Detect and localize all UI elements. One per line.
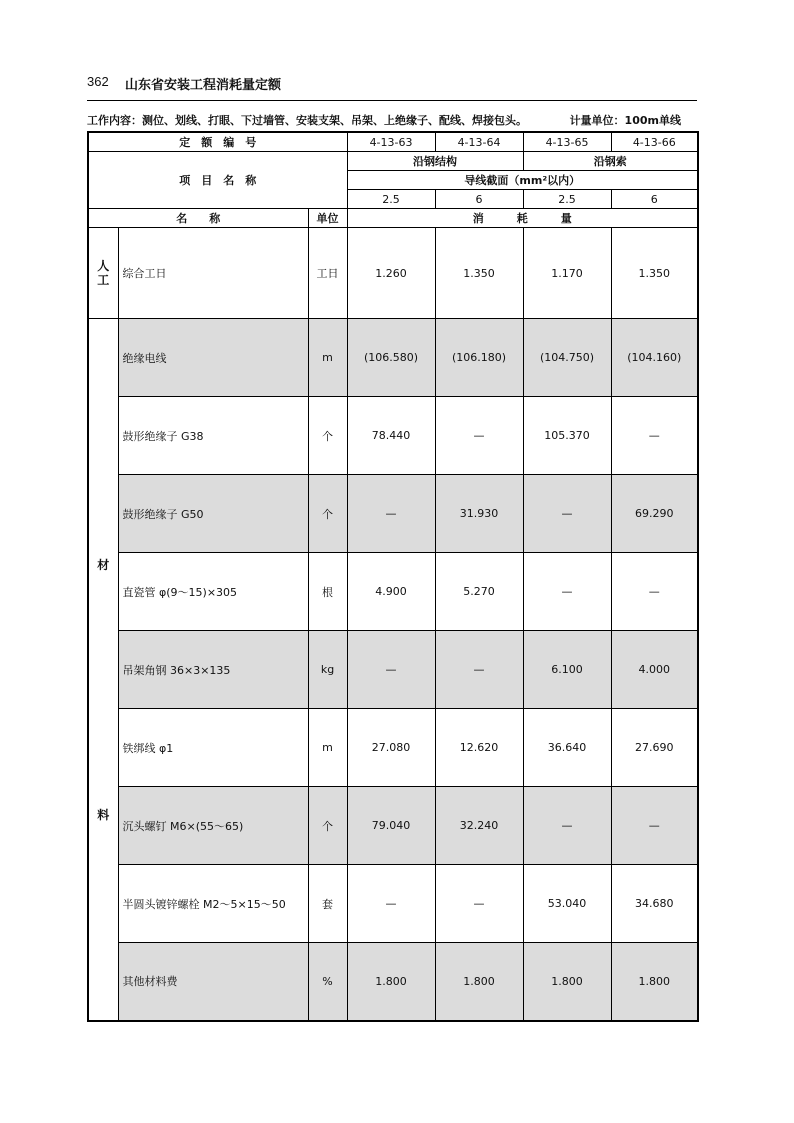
material-value: (104.160): [611, 319, 698, 397]
material-name: 绝缘电线: [118, 319, 308, 397]
material-value: —: [523, 553, 611, 631]
material-value: 78.440: [347, 397, 435, 475]
quota-code: 4-13-66: [611, 132, 698, 152]
material-value: —: [435, 865, 523, 943]
material-unit: %: [308, 943, 347, 1021]
work-content: 工作内容：测位、划线、打眼、下过墙管、安装支架、吊架、上绝缘子、配线、焊接包头。: [87, 114, 527, 127]
material-value: 27.690: [611, 709, 698, 787]
material-value: 34.680: [611, 865, 698, 943]
quota-code: 4-13-65: [523, 132, 611, 152]
material-value: —: [523, 787, 611, 865]
material-value: 36.640: [523, 709, 611, 787]
material-unit: m: [308, 319, 347, 397]
material-name: 沉头螺钉 M6×(55～65): [118, 787, 308, 865]
material-name: 直瓷管 φ(9～15)×305: [118, 553, 308, 631]
material-value: (106.180): [435, 319, 523, 397]
material-name: 鼓形绝缘子 G38: [118, 397, 308, 475]
material-row: [88, 631, 698, 709]
material-value: 53.040: [523, 865, 611, 943]
labor-name: 综合工日: [118, 228, 308, 319]
labor-category-char: 人: [97, 259, 110, 273]
material-row: [88, 709, 698, 787]
material-value: (106.580): [347, 319, 435, 397]
material-name: 铁绑线 φ1: [118, 709, 308, 787]
labor-value: 1.260: [347, 228, 435, 319]
material-value: 4.900: [347, 553, 435, 631]
material-value: —: [611, 553, 698, 631]
measurement-unit: 计量单位：100m单线: [569, 114, 681, 127]
material-value: 6.100: [523, 631, 611, 709]
material-value: 5.270: [435, 553, 523, 631]
labor-value: 1.170: [523, 228, 611, 319]
material-value: 1.800: [435, 943, 523, 1021]
item-name-label: 项 目 名 称: [88, 152, 347, 209]
labor-category-char: 工: [97, 273, 110, 287]
material-unit: 个: [308, 475, 347, 553]
material-row: [88, 397, 698, 475]
material-row: [88, 475, 698, 553]
material-value: —: [611, 787, 698, 865]
material-value: —: [523, 475, 611, 553]
book-title: 山东省安装工程消耗量定额: [125, 78, 282, 93]
labor-row: [88, 228, 698, 319]
material-value: 1.800: [523, 943, 611, 1021]
material-unit: 个: [308, 787, 347, 865]
material-value: (104.750): [523, 319, 611, 397]
labor-unit: 工日: [308, 228, 347, 319]
material-value: 4.000: [611, 631, 698, 709]
material-value: —: [347, 865, 435, 943]
quota-number-label: 定 额 编 号: [88, 132, 347, 152]
material-value: 31.930: [435, 475, 523, 553]
material-value: —: [347, 631, 435, 709]
material-value: 1.800: [347, 943, 435, 1021]
labor-category: [88, 228, 118, 319]
work-content-line: [87, 112, 697, 128]
group-steel-cable: 沿钢索: [523, 152, 698, 171]
consumption-header: 消 耗 量: [347, 209, 698, 228]
page-header: [87, 74, 697, 101]
material-value: 69.290: [611, 475, 698, 553]
page-number: 362: [87, 74, 109, 89]
material-name: 吊架角钢 36×3×135: [118, 631, 308, 709]
wire-size: 2.5: [347, 190, 435, 209]
material-row: [88, 865, 698, 943]
material-value: 1.800: [611, 943, 698, 1021]
material-value: 105.370: [523, 397, 611, 475]
group-steel-structure: 沿钢结构: [347, 152, 523, 171]
unit-column-header: 单位: [308, 209, 347, 228]
quota-code: 4-13-64: [435, 132, 523, 152]
quota-code: 4-13-63: [347, 132, 435, 152]
material-category-bottom: 料: [97, 808, 110, 822]
material-unit: m: [308, 709, 347, 787]
material-value: 27.080: [347, 709, 435, 787]
material-name: 半圆头镀锌螺栓 M2～5×15～50: [118, 865, 308, 943]
labor-value: 1.350: [611, 228, 698, 319]
material-value: 32.240: [435, 787, 523, 865]
labor-value: 1.350: [435, 228, 523, 319]
material-value: 12.620: [435, 709, 523, 787]
material-row: [88, 319, 698, 397]
wire-size: 6: [435, 190, 523, 209]
wire-section-label: 导线截面（mm²以内）: [347, 171, 698, 190]
material-unit: 根: [308, 553, 347, 631]
material-name: 鼓形绝缘子 G50: [118, 475, 308, 553]
wire-size: 6: [611, 190, 698, 209]
quota-table: [87, 131, 699, 1022]
material-value: —: [435, 631, 523, 709]
material-unit: 套: [308, 865, 347, 943]
material-category-top: 材: [97, 558, 110, 572]
material-value: —: [435, 397, 523, 475]
material-value: —: [347, 475, 435, 553]
material-row: [88, 787, 698, 865]
material-row: [88, 943, 698, 1021]
name-column-header: 名 称: [88, 209, 308, 228]
material-row: [88, 553, 698, 631]
material-value: —: [611, 397, 698, 475]
material-name: 其他材料费: [118, 943, 308, 1021]
material-value: 79.040: [347, 787, 435, 865]
material-unit: 个: [308, 397, 347, 475]
wire-size: 2.5: [523, 190, 611, 209]
material-unit: kg: [308, 631, 347, 709]
material-category: [88, 319, 118, 1021]
